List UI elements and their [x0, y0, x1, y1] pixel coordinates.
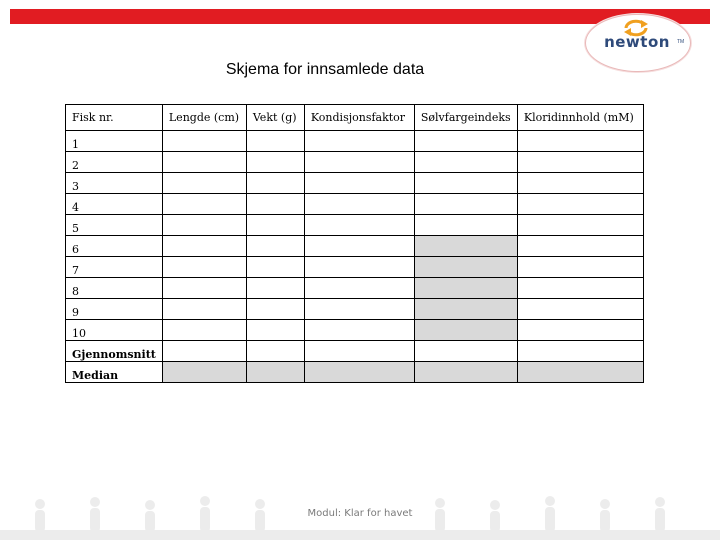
- data-cell[interactable]: [517, 320, 643, 341]
- data-cell[interactable]: [246, 278, 304, 299]
- data-cell[interactable]: [414, 236, 517, 257]
- table-row: [66, 341, 644, 362]
- data-cell[interactable]: [304, 152, 414, 173]
- data-cell[interactable]: [162, 173, 246, 194]
- data-cell[interactable]: [304, 215, 414, 236]
- data-cell[interactable]: [246, 257, 304, 278]
- row-label: Median: [66, 362, 163, 383]
- data-cell[interactable]: [304, 341, 414, 362]
- data-cell[interactable]: [246, 194, 304, 215]
- data-cell[interactable]: [246, 236, 304, 257]
- data-cell[interactable]: [304, 278, 414, 299]
- table-row: [66, 152, 644, 173]
- table-header-row: [66, 105, 644, 131]
- data-cell[interactable]: [517, 152, 643, 173]
- data-cell[interactable]: [304, 257, 414, 278]
- data-cell[interactable]: [246, 320, 304, 341]
- table-row: [66, 320, 644, 341]
- data-cell[interactable]: [246, 152, 304, 173]
- row-label: 1: [66, 131, 163, 152]
- row-label: 10: [66, 320, 163, 341]
- table-row: [66, 362, 644, 383]
- data-cell[interactable]: [517, 362, 643, 383]
- row-label: 3: [66, 173, 163, 194]
- data-cell[interactable]: [414, 194, 517, 215]
- row-label: 8: [66, 278, 163, 299]
- row-label: 6: [66, 236, 163, 257]
- data-cell[interactable]: [414, 152, 517, 173]
- data-cell[interactable]: [246, 131, 304, 152]
- data-cell[interactable]: [414, 257, 517, 278]
- table-row: [66, 236, 644, 257]
- data-cell[interactable]: [517, 278, 643, 299]
- data-cell[interactable]: [414, 299, 517, 320]
- data-cell[interactable]: [304, 131, 414, 152]
- data-cell[interactable]: [246, 362, 304, 383]
- table-row: [66, 215, 644, 236]
- table-row: [66, 173, 644, 194]
- data-cell[interactable]: [414, 362, 517, 383]
- data-cell[interactable]: [304, 320, 414, 341]
- data-cell[interactable]: [246, 299, 304, 320]
- column-header: Sølvfargeindeks: [414, 105, 517, 131]
- data-cell[interactable]: [414, 215, 517, 236]
- data-cell[interactable]: [517, 257, 643, 278]
- row-label: 7: [66, 257, 163, 278]
- data-cell[interactable]: [414, 173, 517, 194]
- column-header: Kloridinnhold (mM): [517, 105, 643, 131]
- data-cell[interactable]: [162, 299, 246, 320]
- data-cell[interactable]: [162, 362, 246, 383]
- data-cell[interactable]: [162, 194, 246, 215]
- data-cell[interactable]: [162, 131, 246, 152]
- data-cell[interactable]: [517, 194, 643, 215]
- data-cell[interactable]: [517, 236, 643, 257]
- row-label: Gjennomsnitt: [66, 341, 163, 362]
- logo-trademark: TM: [677, 39, 685, 45]
- data-cell[interactable]: [246, 215, 304, 236]
- table-row: [66, 257, 644, 278]
- data-cell[interactable]: [304, 236, 414, 257]
- column-header: Kondisjonsfaktor: [304, 105, 414, 131]
- data-cell[interactable]: [246, 341, 304, 362]
- data-cell[interactable]: [414, 320, 517, 341]
- row-label: 5: [66, 215, 163, 236]
- data-cell[interactable]: [162, 341, 246, 362]
- data-cell[interactable]: [162, 152, 246, 173]
- table-row: [66, 194, 644, 215]
- data-cell[interactable]: [414, 341, 517, 362]
- column-header: Fisk nr.: [66, 105, 163, 131]
- data-cell[interactable]: [162, 215, 246, 236]
- data-cell[interactable]: [517, 299, 643, 320]
- data-cell[interactable]: [517, 341, 643, 362]
- data-cell[interactable]: [162, 257, 246, 278]
- data-cell[interactable]: [246, 173, 304, 194]
- logo-text: newton: [604, 33, 670, 51]
- data-collection-table: [65, 104, 644, 383]
- data-cell[interactable]: [517, 131, 643, 152]
- data-cell[interactable]: [414, 278, 517, 299]
- data-cell[interactable]: [414, 131, 517, 152]
- data-cell[interactable]: [162, 278, 246, 299]
- footer-module-label: Modul: Klar for havet: [307, 508, 413, 519]
- column-header: Lengde (cm): [162, 105, 246, 131]
- row-label: 9: [66, 299, 163, 320]
- data-cell[interactable]: [517, 215, 643, 236]
- table-row: [66, 131, 644, 152]
- data-cell[interactable]: [162, 320, 246, 341]
- data-cell[interactable]: [304, 362, 414, 383]
- table-row: [66, 299, 644, 320]
- data-cell[interactable]: [304, 299, 414, 320]
- data-cell[interactable]: [517, 173, 643, 194]
- data-cell[interactable]: [162, 236, 246, 257]
- data-cell[interactable]: [304, 173, 414, 194]
- column-header: Vekt (g): [246, 105, 304, 131]
- row-label: 2: [66, 152, 163, 173]
- table-row: [66, 278, 644, 299]
- row-label: 4: [66, 194, 163, 215]
- data-cell[interactable]: [304, 194, 414, 215]
- page-title: Skjema for innsamlede data: [225, 61, 425, 78]
